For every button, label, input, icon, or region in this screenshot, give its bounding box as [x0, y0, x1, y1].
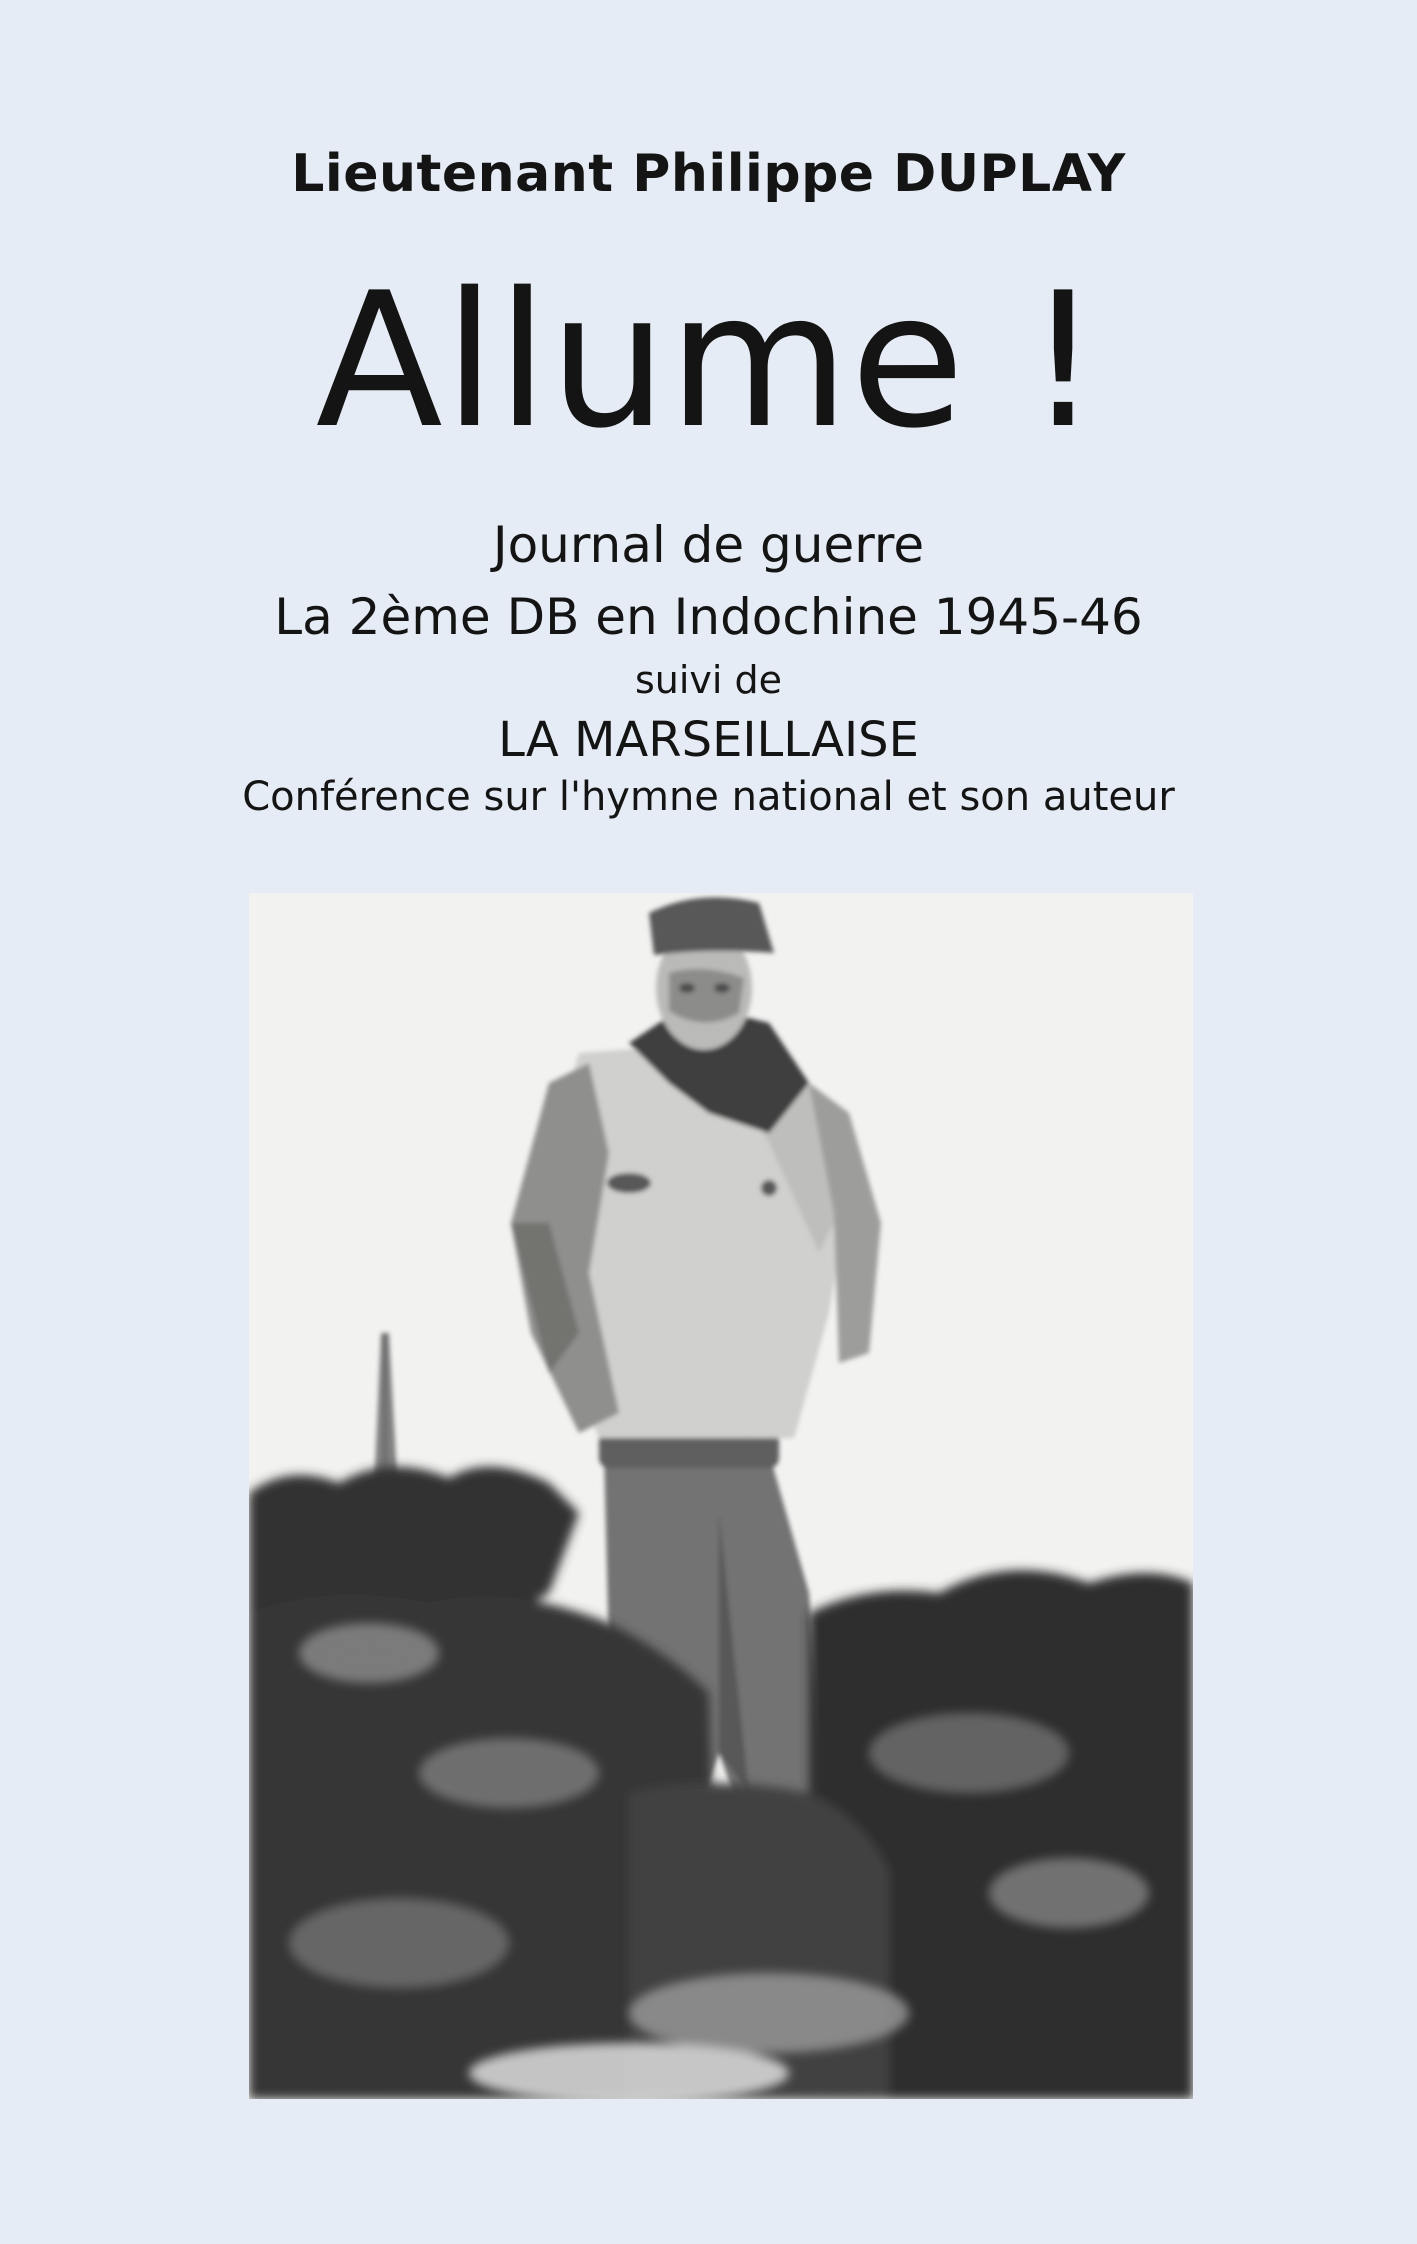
- soldier-photo-illustration: [249, 893, 1193, 2099]
- book-title: Allume !: [315, 252, 1102, 469]
- subtitle-division: La 2ème DB en Indochine 1945-46: [274, 588, 1143, 646]
- cover-photo-soldier: [249, 893, 1193, 2099]
- subtitle-journal: Journal de guerre: [492, 516, 925, 574]
- subtitle-marseillaise: LA MARSEILLAISE: [498, 712, 919, 768]
- subtitle-conference: Conférence sur l'hymne national et son auteur: [242, 774, 1175, 820]
- author-name: Lieutenant Philippe DUPLAY: [291, 144, 1126, 204]
- subtitle-followed-by: suivi de: [634, 658, 783, 702]
